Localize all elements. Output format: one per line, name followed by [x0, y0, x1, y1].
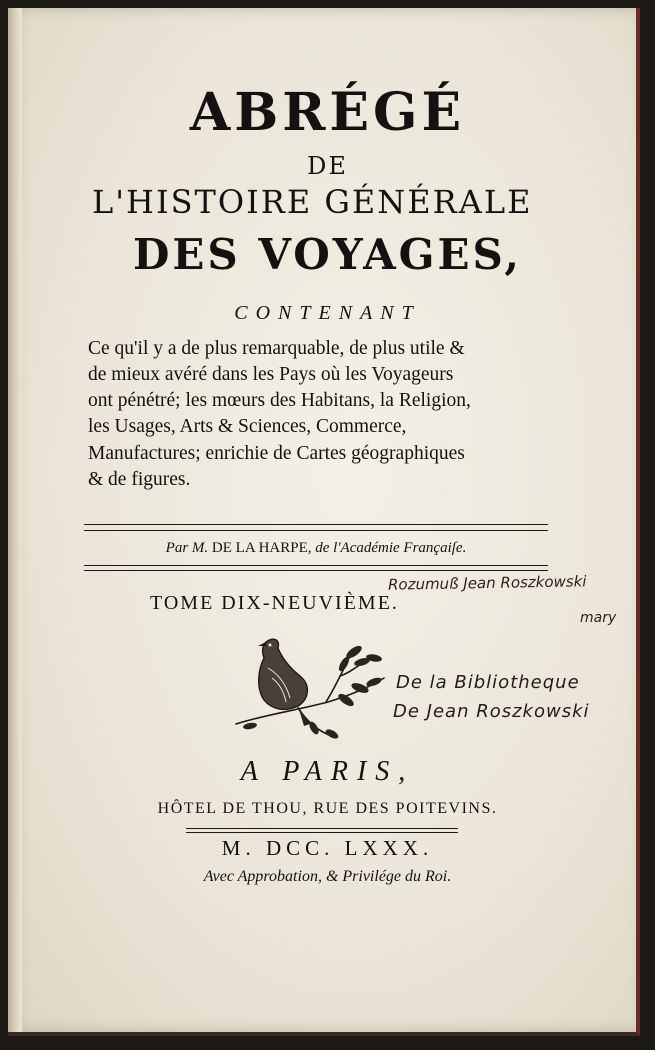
title-des-voyages: DES VOYAGES,: [132, 230, 523, 279]
library-stamp-line-1: De la Bibliotheque: [396, 672, 580, 693]
handwritten-signature-note: mary: [580, 610, 617, 626]
description-line-5: Manufactures; enrichie de Cartes géographiques: [88, 443, 465, 464]
imprint-date: M. DCC. LXXX.: [221, 836, 434, 860]
bird-on-branch-icon: [228, 628, 388, 748]
title-de: DE: [307, 152, 348, 180]
title-histoire-generale: L'HISTOIRE GÉNÉRALE: [92, 183, 533, 221]
tome-label: TOME DIX-NEUVIÈME.: [150, 592, 399, 614]
author-line: [84, 540, 548, 557]
imprint-city: A PARIS,: [240, 756, 415, 787]
imprint-privilege: Avec Approbation, & Privilége du Roi.: [203, 868, 452, 885]
rule-top-1: [84, 524, 548, 525]
imprint-rule-1: [186, 828, 458, 829]
title-abrege: ABRÉGÉ: [189, 82, 466, 143]
author-prefix: Par M.: [165, 540, 209, 556]
handwritten-signature: Rozumuß Jean Roszkowski: [387, 572, 587, 594]
description-line-4: les Usages, Arts & Sciences, Commerce,: [88, 416, 407, 437]
description-line-3: ont pénétré; les mœurs des Habitans, la Religion,: [88, 390, 471, 411]
author-name: DE LA HARPE: [211, 540, 308, 556]
description-line-6: & de figures.: [88, 469, 191, 490]
contenant-label: CONTENANT: [234, 302, 421, 324]
description-line-2: de mieux avéré dans les Pays où les Voyageurs: [88, 364, 454, 385]
imprint-address: HÔTEL DE THOU, RUE DES POITEVINS.: [157, 800, 498, 817]
rule-bottom-2: [84, 570, 548, 571]
library-stamp-line-2: De Jean Roszkowski: [393, 701, 590, 722]
imprint-rule-2: [186, 832, 458, 833]
description-line-1: Ce qu'il y a de plus remarquable, de plus utile &: [88, 338, 465, 359]
rule-bottom-1: [84, 565, 548, 566]
author-suffix: , de l'Académie Françaiſe.: [307, 540, 467, 556]
rule-top-2: [84, 530, 548, 531]
